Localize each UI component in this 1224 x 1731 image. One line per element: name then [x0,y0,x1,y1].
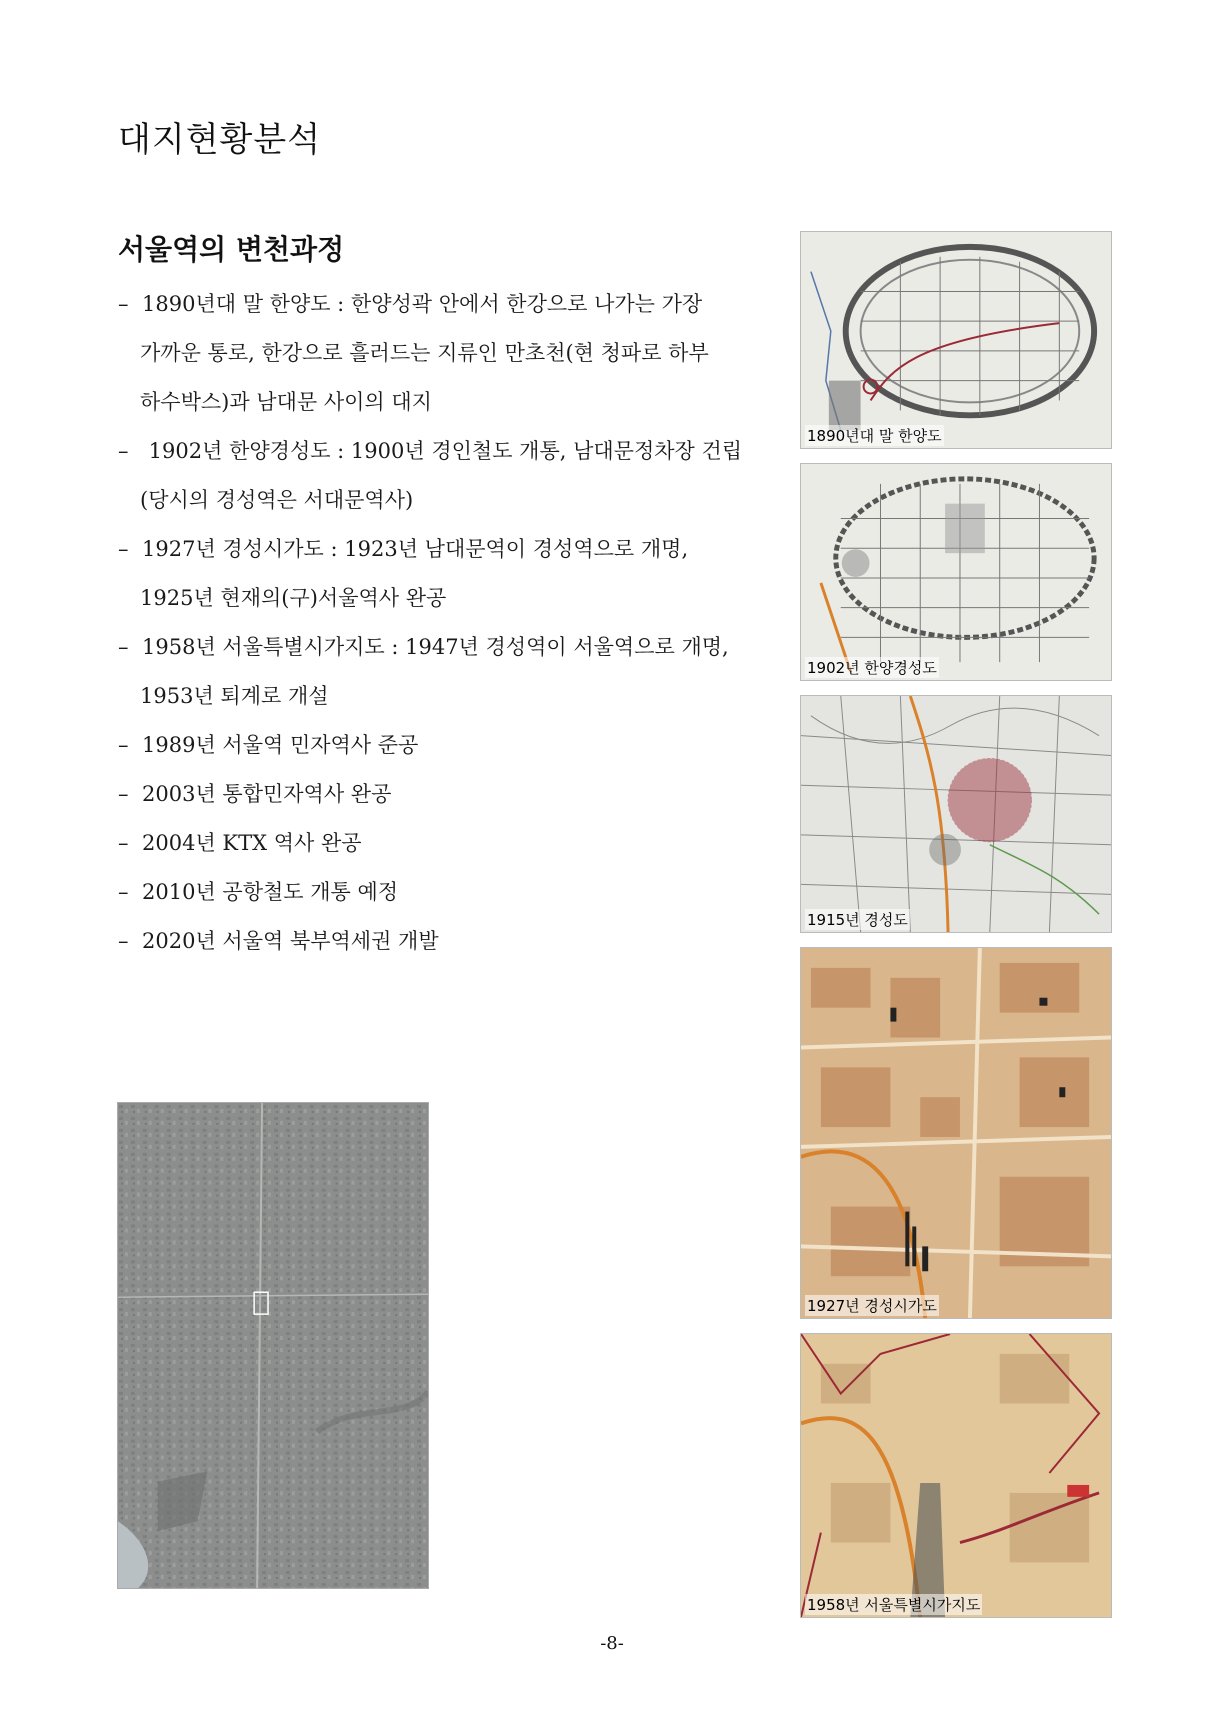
history-text: 1927년 경성시가도 : 1923년 남대문역이 경성역으로 개명, [142,537,689,561]
map-1902-hanyang-gyeongseong [800,463,1112,681]
list-dash: – [118,929,129,953]
map-1902-image [801,464,1111,680]
map-caption-1902: 1902년 한양경성도 [807,659,937,677]
history-text: (당시의 경성역은 서대문역사) [140,488,414,512]
history-text: 1958년 서울특별시가지도 : 1947년 경성역이 서울역으로 개명, [142,635,729,659]
map-caption-1958: 1958년 서울특별시가지도 [807,1596,981,1614]
history-text: 1953년 퇴계로 개설 [140,684,329,708]
list-dash: – [118,439,129,463]
history-text: 1890년대 말 한양도 : 한양성곽 안에서 한강으로 나가는 가장 [142,292,703,316]
page-title: 대지현황분석 [118,120,322,160]
history-text: 2020년 서울역 북부역세권 개발 [142,929,439,953]
history-line-continuation [118,476,758,525]
list-dash: – [118,733,129,757]
history-text: 2010년 공항철도 개통 예정 [142,880,399,904]
map-1915-image [801,696,1111,932]
history-list [118,280,758,966]
history-item [118,770,758,819]
list-dash: – [118,880,129,904]
history-text: 2004년 KTX 역사 완공 [142,831,362,855]
list-dash: – [118,537,129,561]
map-1915-gyeongseong [800,695,1112,933]
history-text: 가까운 통로, 한강으로 흘러드는 지류인 만초천(현 청파로 하부 [140,341,709,365]
history-item [118,525,758,623]
history-line-first [118,721,758,770]
history-text: 하수박스)과 남대문 사이의 대지 [140,390,432,414]
history-text: 1925년 현재의(구)서울역사 완공 [140,586,447,610]
map-caption-1927: 1927년 경성시가도 [807,1297,937,1315]
history-text: 1989년 서울역 민자역사 준공 [142,733,419,757]
map-caption-1890: 1890년대 말 한양도 [807,427,942,445]
history-item [118,819,758,868]
section-title: 서울역의 변천과정 [118,233,345,266]
history-line-first [118,280,758,329]
aerial-photo [117,1102,429,1589]
history-text: 1902년 한양경성도 : 1900년 경인철도 개통, 남대문정차장 건립 [142,439,743,463]
history-line-first [118,427,758,476]
history-item [118,280,758,427]
list-dash: – [118,292,129,316]
map-1958-image [801,1334,1111,1617]
list-dash: – [118,782,129,806]
history-item [118,917,758,966]
history-item [118,868,758,917]
history-text: 2003년 통합민자역사 완공 [142,782,392,806]
page-number: -8- [600,1633,624,1654]
history-line-first [118,623,758,672]
history-item [118,623,758,721]
map-1890-hanyang [800,231,1112,449]
history-item [118,427,758,525]
history-line-continuation [118,378,758,427]
map-1958-seoul-special-city [800,1333,1112,1618]
history-line-first [118,770,758,819]
history-line-continuation [118,574,758,623]
map-1890-image [801,232,1111,448]
history-line-first [118,819,758,868]
map-caption-1915: 1915년 경성도 [807,911,908,929]
aerial-photo-image [118,1103,428,1588]
map-1927-gyeongseong-sigado [800,947,1112,1319]
history-item [118,721,758,770]
history-line-first [118,868,758,917]
list-dash: – [118,635,129,659]
history-line-first [118,525,758,574]
history-line-continuation [118,329,758,378]
history-line-continuation [118,672,758,721]
map-1927-image [801,948,1111,1318]
history-line-first [118,917,758,966]
list-dash: – [118,831,129,855]
